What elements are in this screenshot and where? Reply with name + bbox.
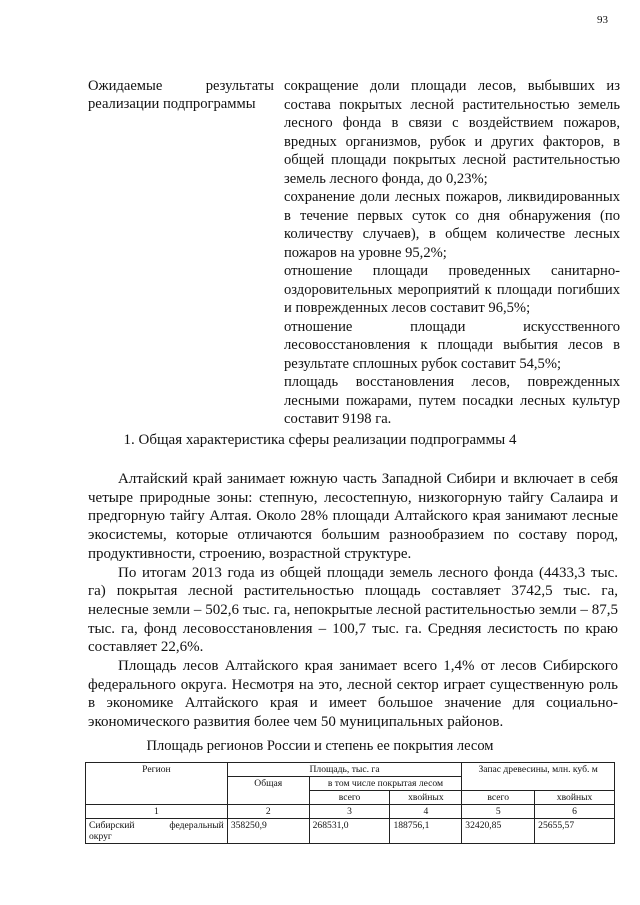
result-item: площадь восстановления лесов, поврежденных лесными пожарами, путем посадки лесных культур составит 9198 га. bbox=[284, 374, 620, 427]
column-number: 1 bbox=[86, 805, 228, 819]
regions-table bbox=[85, 762, 615, 844]
column-number: 5 bbox=[462, 805, 535, 819]
expected-results-list bbox=[284, 77, 620, 429]
paragraph: Площадь лесов Алтайского края занимает всего 1,4% от лесов Сибирского федерального округа. Несмотря на это, лесной сектор играет существенную роль в экономике Алтайского края и имеет большое значение для социально-экономического развития более чем 50 муниципальных районов. bbox=[88, 658, 618, 731]
cell-stock-coniferous: 25655,57 bbox=[535, 819, 615, 844]
result-item: сохранение доли лесных пожаров, ликвидированных в течение первых суток со дня обнаружения (по количеству случаев), в общем количестве лесных пожаров на уровне 95,2%; bbox=[284, 189, 620, 261]
region-word: федеральный bbox=[169, 820, 224, 831]
cell-total: 358250,9 bbox=[227, 819, 309, 844]
cell-forest-all: 268531,0 bbox=[309, 819, 390, 844]
header-total: Общая bbox=[227, 777, 309, 805]
expected-results-label bbox=[88, 77, 274, 113]
table-header-row bbox=[86, 763, 615, 777]
header-forest-all: всего bbox=[309, 791, 390, 805]
header-forest: в том числе покрытая лесом bbox=[309, 777, 462, 791]
region-word: Сибирский bbox=[89, 820, 135, 831]
column-number: 2 bbox=[227, 805, 309, 819]
body-text bbox=[88, 470, 618, 732]
header-stock-all: всего bbox=[462, 791, 535, 805]
column-number-row bbox=[86, 805, 615, 819]
table-row bbox=[86, 819, 615, 844]
column-number: 6 bbox=[535, 805, 615, 819]
paragraph: По итогам 2013 года из общей площади земель лесного фонда (4433,3 тыс. га) покрытая лесной растительностью площадь составляет 3742,5 тыс. га, нелесные земли – 502,6 тыс. га, непокрытые лесной растительностью земли – 87,5 тыс. га, фонд лесовосстановления – 100,7 тыс. га. Средняя лесистость по краю составляет 22,6%. bbox=[88, 564, 618, 656]
header-area: Площадь, тыс. га bbox=[227, 763, 461, 777]
label-word-1: Ожидаемые bbox=[88, 78, 163, 94]
page-number: 93 bbox=[597, 14, 608, 26]
paragraph: Алтайский край занимает южную часть Западной Сибири и включает в себя четыре природные зоны: степную, лесостепную, низкогорную тайгу Салаира и предгорную тайгу Алтая. Около 28% площади Алтайского края занимают лесные экосистемы, которые отличаются большим разнообразием по составу пород, продуктивности, строению, возрастной структуре. bbox=[88, 471, 618, 562]
result-item: отношение площади искусственного лесовосстановления к площади выбытия лесов в результате сплошных рубок составит 54,5%; bbox=[284, 318, 620, 372]
region-word: округ bbox=[89, 831, 112, 842]
header-region: Регион bbox=[86, 763, 228, 805]
result-item: отношение площади проведенных санитарно-оздоровительных мероприятий к площади погибших и поврежденных лесов составит 96,5%; bbox=[284, 263, 620, 316]
label-word-2: результаты bbox=[205, 78, 274, 94]
header-stock-coniferous: хвойных bbox=[535, 791, 615, 805]
cell-stock-all: 32420,85 bbox=[462, 819, 535, 844]
label-line-2: реализации подпрограммы bbox=[88, 96, 256, 112]
table-title: Площадь регионов России и степень ее покрытия лесом bbox=[146, 738, 494, 754]
cell-forest-coniferous: 188756,1 bbox=[390, 819, 462, 844]
result-item: сокращение доли площади лесов, выбывших из состава покрытых лесной растительностью земель лесного фонда в связи с воздействием пожаров, вредных организмов, рубок и других факторов, в общей площади покрытых лесной растительностью земель лесного фонда, до 0,23%; bbox=[284, 78, 620, 187]
header-stock: Запас древесины, млн. куб. м bbox=[462, 763, 615, 791]
column-number: 4 bbox=[390, 805, 462, 819]
section-heading: 1. Общая характеристика сферы реализации подпрограммы 4 bbox=[123, 432, 517, 448]
cell-region bbox=[86, 819, 228, 844]
header-forest-coniferous: хвойных bbox=[390, 791, 462, 805]
column-number: 3 bbox=[309, 805, 390, 819]
